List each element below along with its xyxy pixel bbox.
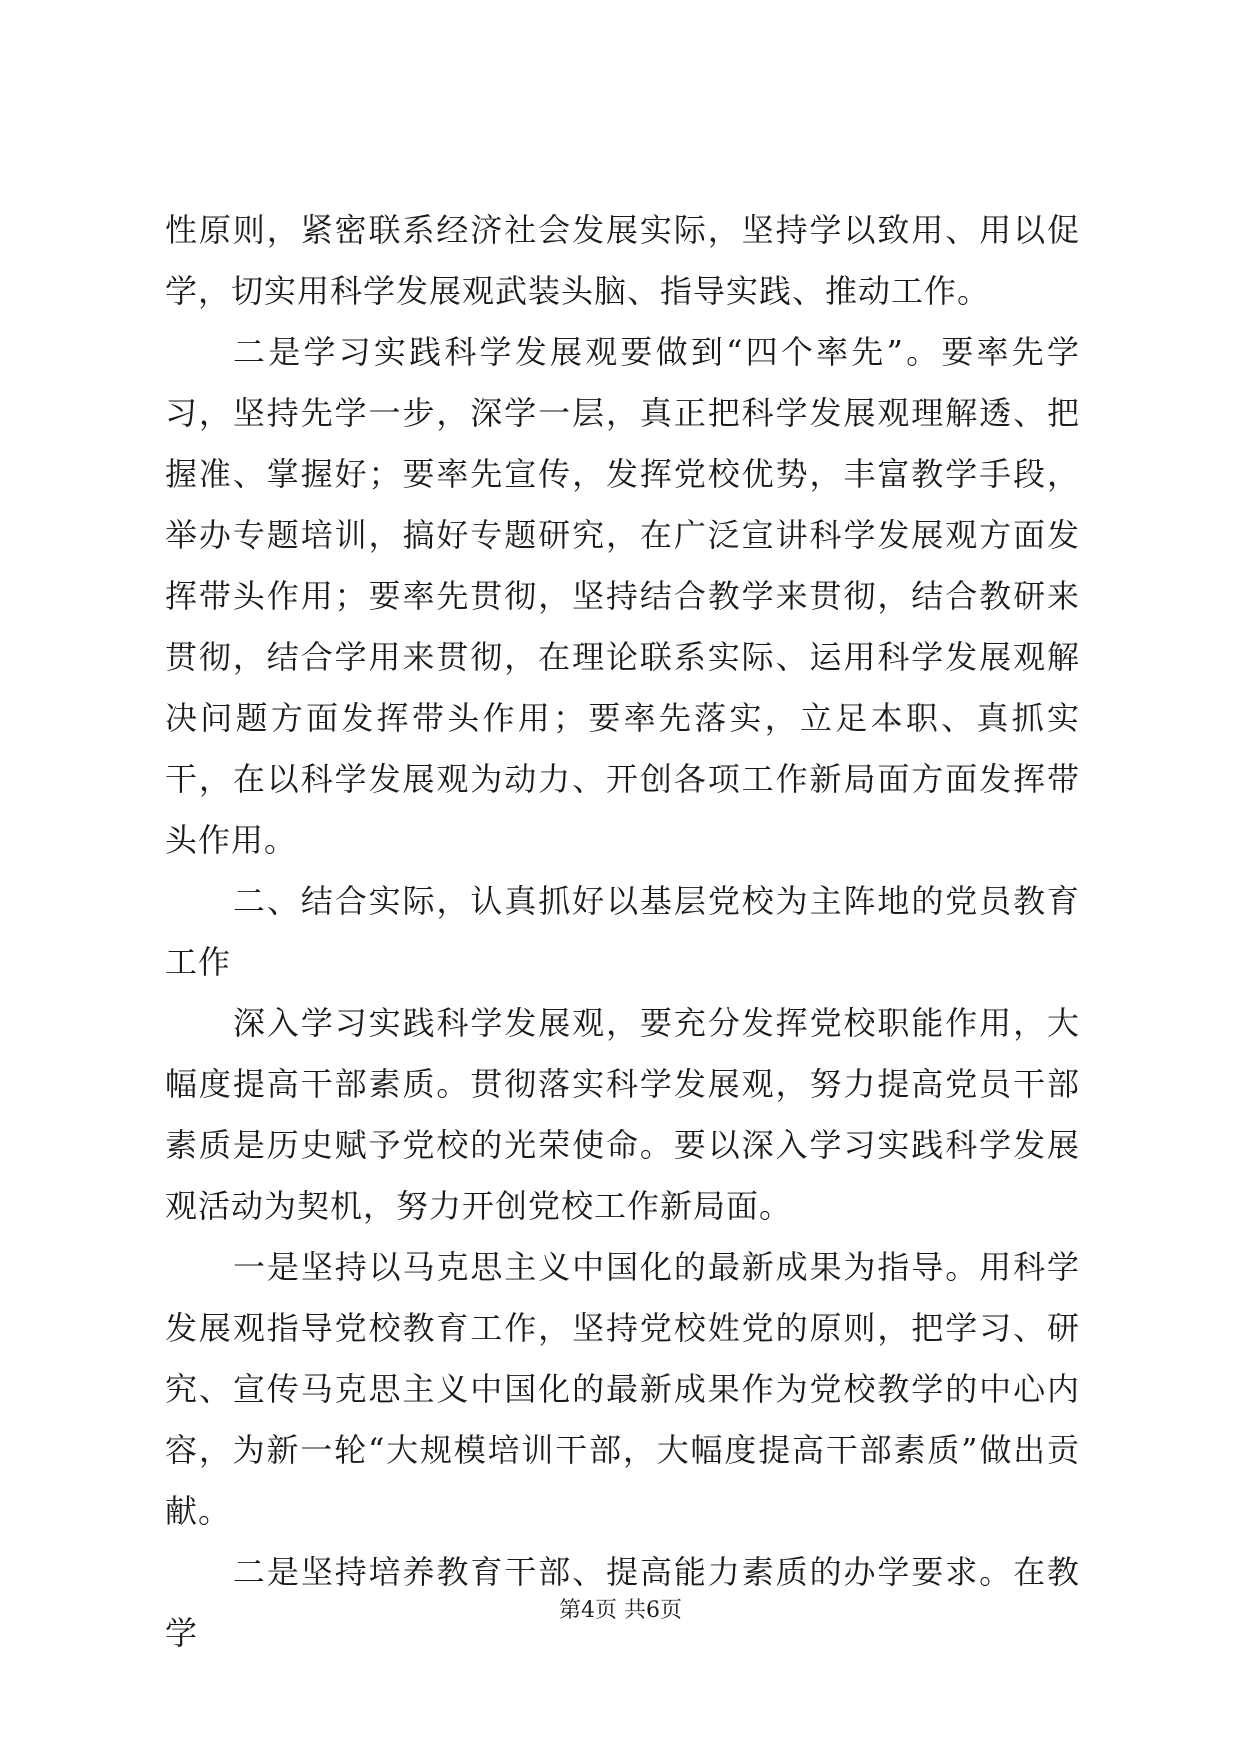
document-body [165,200,1080,1664]
paragraph: 深入学习实践科学发展观，要充分发挥党校职能作用，大幅度提高干部素质。贯彻落实科学发展观，努力提高党员干部素质是历史赋予党校的光荣使命。要以深入学习实践科学发展观活动为契机，努力开创党校工作新局面。 [165,1004,1080,1225]
paragraph: 性原则，紧密联系经济社会发展实际，坚持学以致用、用以促学，切实用科学发展观武装头脑、指导实践、推动工作。 [165,211,1080,310]
section-heading: 二、结合实际，认真抓好以基层党校为主阵地的党员教育工作 [165,882,1080,981]
paragraph: 二是学习实践科学发展观要做到“四个率先”。要率先学习，坚持先学一步，深学一层，真正把科学发展观理解透、把握准、掌握好；要率先宣传，发挥党校优势，丰富教学手段，举办专题培训，搞好专题研究，在广泛宣讲科学发展观方面发挥带头作用；要率先贯彻，坚持结合教学来贯彻，结合教研来贯彻，结合学用来贯彻，在理论联系实际、运用科学发展观解决问题方面发挥带头作用；要率先落实，立足本职、真抓实干，在以科学发展观为动力、开创各项工作新局面方面发挥带头作用。 [165,333,1080,859]
paragraph: 二是坚持培养教育干部、提高能力素质的办学要求。在教学 [165,1553,1080,1652]
paragraph: 一是坚持以马克思主义中国化的最新成果为指导。用科学发展观指导党校教育工作，坚持党校姓党的原则，把学习、研究、宣传马克思主义中国化的最新成果作为党校教学的中心内容，为新一轮“大规模培训干部，大幅度提高干部素质”做出贡献。 [165,1248,1080,1530]
page-number-footer: 第4页 共6页 [559,1598,682,1623]
